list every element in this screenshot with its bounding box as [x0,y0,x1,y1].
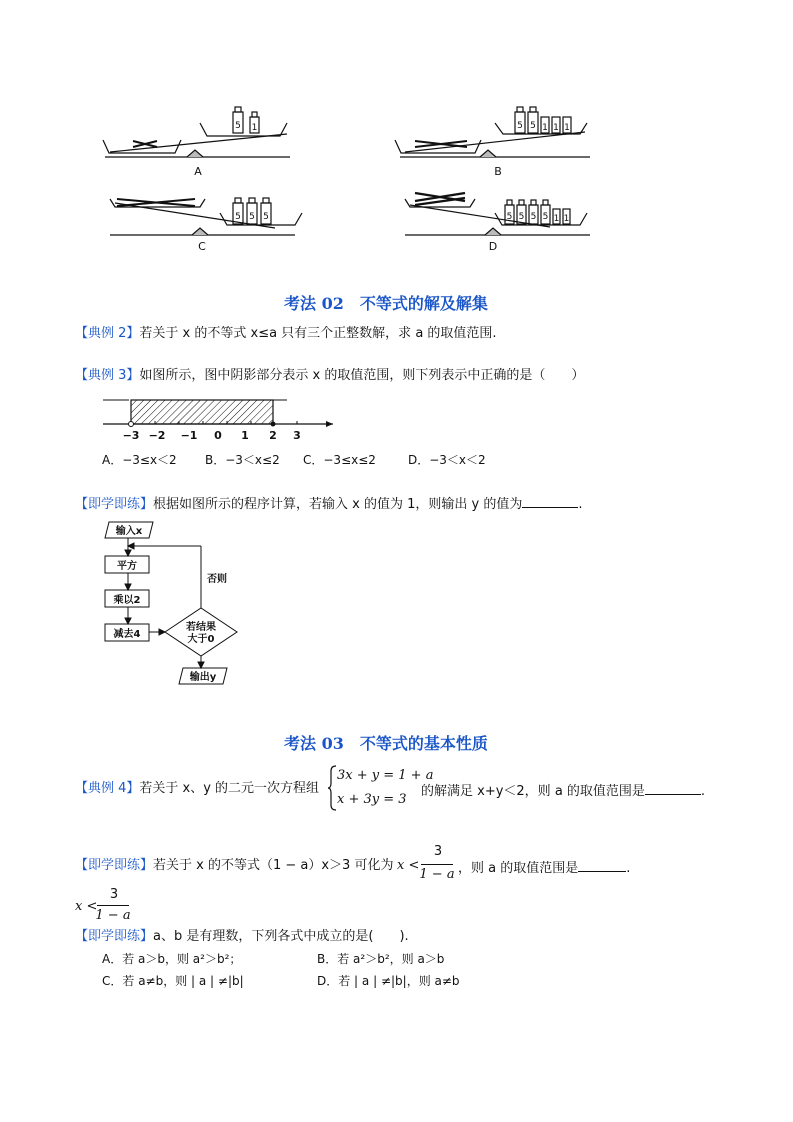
weight-label: 5 [235,212,241,222]
option-d: D．−3＜x＜2 [408,453,486,467]
flow-step1-label: 平方 [117,561,137,572]
example-2 [75,325,497,343]
flow-input-label: 输入x [115,526,143,537]
balance-figures [95,95,605,260]
balance-b [395,107,590,157]
weight-label: 1 [542,123,548,133]
answer-blank[interactable] [645,780,701,795]
answer-blank[interactable] [578,857,626,872]
weight-label: 5 [530,212,537,222]
closed-endpoint [271,422,276,427]
weight-label: 5 [249,212,255,222]
flowchart [95,518,255,693]
equation-system [327,765,434,813]
fraction-bar [97,905,129,906]
option-b: B．−3＜x≤2 [205,453,280,467]
flow-no-label: 否则 [207,574,227,585]
fraction-lhs: x < [75,899,98,914]
practice-tag: 【即学即练】 [75,497,154,512]
weight-label: 5 [518,212,525,222]
tick-label: −2 [148,429,166,442]
weight-label: 1 [553,123,559,133]
flow-output-label: 输出y [189,672,217,683]
balance-c [110,198,302,235]
open-endpoint [129,422,134,427]
practice-tag: 【即学即练】 [75,929,154,944]
practice-text: 根据如图所示的程序计算，若输入 x 的值为 1，则输出 y 的值为 [153,497,523,512]
weight-label: 1 [251,123,258,133]
tick-label: 1 [241,429,249,442]
weight-label: 5 [506,212,513,222]
weight-label: 5 [263,212,269,222]
shaded-region [131,400,273,424]
practice-text: ，则 a 的取值范围是 [458,861,579,876]
option-d: D．若 | a | ≠|b|，则 a≠b [317,974,460,988]
example-text: 若关于 x 的不等式 x≤a 只有三个正整数解，求 a 的取值范围. [139,326,497,341]
period: . [626,861,631,876]
example-text: 若关于 x、y 的二元一次方程组 [139,781,320,796]
option-c: C．−3≤x≤2 [303,453,376,467]
standalone-fraction [75,886,135,928]
practice-3 [75,928,409,946]
answer-blank[interactable] [522,493,578,508]
balance-d [405,193,590,235]
weight-label: 1 [553,214,560,224]
example-4-tail [421,780,705,801]
figure-label-d: D [488,240,498,253]
inline-fraction [397,843,457,885]
figure-label-b: B [494,165,502,178]
period: . [700,784,706,799]
period: . [578,497,583,512]
tick-label: −1 [180,429,198,442]
section-heading-03: 考法 03 不等式的基本性质 [284,734,488,753]
equation-1: 3x + y = 1 + a [337,768,434,783]
practice-2-intro [75,857,393,875]
example-text: 的解满足 x+y＜2，则 a 的取值范围是 [421,784,645,799]
balance-a [103,107,290,157]
example-tag: 【典例 3】 [75,368,140,383]
fraction-lhs: x < [397,858,420,873]
fraction-bar [421,864,453,865]
example-tag: 【典例 4】 [75,781,140,796]
flow-step2-label: 乘以2 [113,595,141,606]
option-a: A．若 a＞b，则 a²＞b²； [102,952,242,966]
figure-label-c: C [198,240,206,253]
tick-label: −3 [122,429,140,442]
weight-label: 1 [564,123,570,133]
practice-text: a、b 是有理数，下列各式中成立的是( ). [153,929,409,944]
tick-label: 3 [293,429,301,442]
option-a: A．−3≤x＜2 [102,453,177,467]
fraction-denominator: 1 − a [95,908,131,923]
weight-label: 5 [530,121,536,131]
figure-label-a: A [194,165,202,178]
equation-2: x + 3y = 3 [337,792,407,807]
fraction-numerator: 3 [433,844,443,859]
weight-label: 5 [235,121,241,131]
option-b: B．若 a²＞b²，则 a＞b [317,952,445,966]
weight-label: 1 [563,214,570,224]
example-3 [75,367,584,385]
fraction-numerator: 3 [109,887,119,902]
practice-1 [75,493,582,514]
practice-text: 若关于 x 的不等式（1 − a）x＞3 可化为 [153,858,394,873]
number-line [95,392,340,444]
example-tag: 【典例 2】 [75,326,140,341]
weight-label: 5 [517,121,523,131]
option-c: C．若 a≠b，则 | a | ≠|b| [102,974,244,988]
example-4-intro [75,780,319,798]
weight-label: 5 [542,212,549,222]
flow-decision-line2: 大于0 [187,634,215,645]
practice-2-tail [458,857,630,878]
tick-label: 2 [269,429,277,442]
tick-label: 0 [214,429,222,442]
fraction-denominator: 1 − a [419,867,455,882]
example-text: 如图所示，图中阴影部分表示 x 的取值范围，则下列表示中正确的是（ ） [139,368,585,383]
left-brace [327,765,337,811]
flow-decision-line1: 若结果 [186,622,216,633]
section-heading-02: 考法 02 不等式的解及解集 [284,294,488,313]
flow-step3-label: 减去4 [113,629,141,640]
practice-tag: 【即学即练】 [75,858,154,873]
